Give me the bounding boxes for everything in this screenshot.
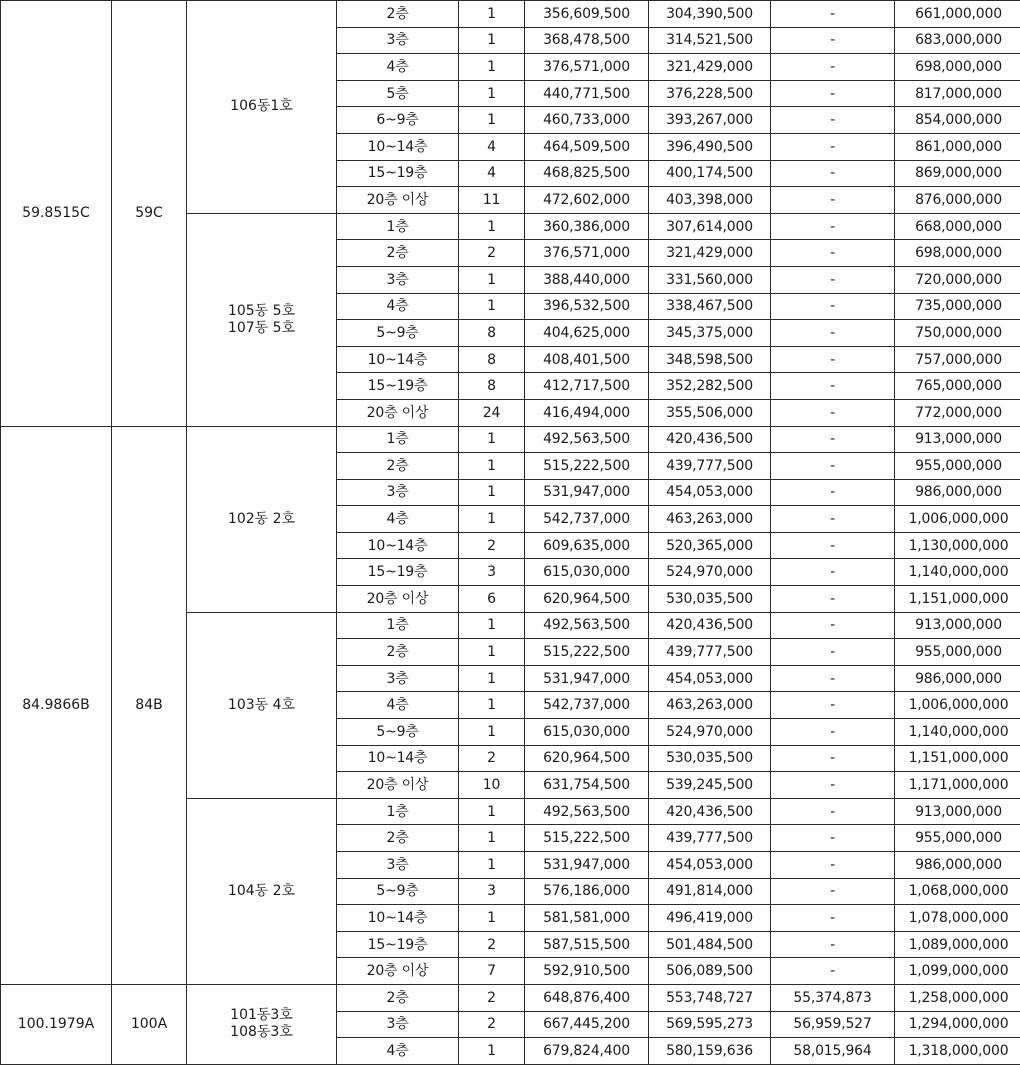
building-price-cell: 420,436,500 [649,426,771,453]
vat-cell: - [771,160,895,187]
total-price-cell: 1,130,000,000 [895,532,1020,559]
floor-cell: 4층 [337,1038,459,1065]
land-price-cell: 620,964,500 [525,586,649,613]
building-unit-line: 107동 5호 [187,320,336,337]
building-price-cell: 352,282,500 [649,373,771,400]
total-price-cell: 854,000,000 [895,107,1020,134]
total-price-cell: 955,000,000 [895,825,1020,852]
land-price-cell: 396,532,500 [525,293,649,320]
count-cell: 3 [459,559,525,586]
total-price-cell: 1,258,000,000 [895,984,1020,1011]
floor-cell: 3층 [337,27,459,54]
count-cell: 7 [459,958,525,985]
land-price-cell: 542,737,000 [525,506,649,533]
vat-cell: - [771,479,895,506]
count-cell: 11 [459,187,525,214]
count-cell: 1 [459,107,525,134]
count-cell: 1 [459,719,525,746]
vat-cell: - [771,798,895,825]
count-cell: 2 [459,1011,525,1038]
floor-cell: 4층 [337,506,459,533]
land-price-cell: 492,563,500 [525,612,649,639]
total-price-cell: 913,000,000 [895,612,1020,639]
count-cell: 24 [459,399,525,426]
building-price-cell: 376,228,500 [649,80,771,107]
vat-cell: - [771,80,895,107]
floor-cell: 20층 이상 [337,958,459,985]
building-price-cell: 331,560,000 [649,266,771,293]
total-price-cell: 668,000,000 [895,213,1020,240]
floor-cell: 20층 이상 [337,586,459,613]
building-price-cell: 345,375,000 [649,320,771,347]
floor-cell: 1층 [337,213,459,240]
count-cell: 1 [459,1038,525,1065]
building-price-cell: 463,263,000 [649,692,771,719]
land-price-cell: 515,222,500 [525,639,649,666]
floor-cell: 15~19층 [337,373,459,400]
building-price-cell: 553,748,727 [649,984,771,1011]
building-price-cell: 524,970,000 [649,719,771,746]
land-price-cell: 515,222,500 [525,825,649,852]
floor-cell: 3층 [337,1011,459,1038]
building-price-cell: 439,777,500 [649,639,771,666]
floor-cell: 5~9층 [337,719,459,746]
vat-cell: - [771,905,895,932]
building-unit-cell [187,984,337,1064]
building-price-cell: 314,521,500 [649,27,771,54]
floor-cell: 4층 [337,54,459,81]
total-price-cell: 876,000,000 [895,187,1020,214]
housing-short-type-cell: 100A [112,984,187,1064]
building-price-cell: 496,419,000 [649,905,771,932]
land-price-cell: 531,947,000 [525,665,649,692]
total-price-cell: 1,006,000,000 [895,692,1020,719]
building-price-cell: 396,490,500 [649,133,771,160]
building-unit-line: 103동 4호 [187,697,336,714]
land-price-cell: 404,625,000 [525,320,649,347]
building-unit-cell [187,426,337,612]
total-price-cell: 765,000,000 [895,373,1020,400]
total-price-cell: 986,000,000 [895,479,1020,506]
vat-cell: - [771,825,895,852]
floor-cell: 10~14층 [337,133,459,160]
floor-cell: 2층 [337,639,459,666]
floor-cell: 1층 [337,798,459,825]
floor-cell: 1층 [337,612,459,639]
total-price-cell: 861,000,000 [895,133,1020,160]
total-price-cell: 720,000,000 [895,266,1020,293]
vat-cell: - [771,54,895,81]
count-cell: 2 [459,931,525,958]
total-price-cell: 1,078,000,000 [895,905,1020,932]
vat-cell: - [771,107,895,134]
land-price-cell: 492,563,500 [525,798,649,825]
total-price-cell: 1,099,000,000 [895,958,1020,985]
count-cell: 6 [459,586,525,613]
count-cell: 1 [459,798,525,825]
land-price-cell: 609,635,000 [525,532,649,559]
building-unit-cell [187,1,337,214]
floor-cell: 10~14층 [337,532,459,559]
vat-cell: - [771,399,895,426]
vat-cell: - [771,665,895,692]
building-price-cell: 321,429,000 [649,240,771,267]
building-unit-line: 106동1호 [187,98,336,115]
count-cell: 1 [459,1,525,28]
vat-cell: - [771,958,895,985]
vat-cell: - [771,719,895,746]
building-price-cell: 454,053,000 [649,852,771,879]
total-price-cell: 1,006,000,000 [895,506,1020,533]
building-price-cell: 463,263,000 [649,506,771,533]
floor-cell: 2층 [337,984,459,1011]
floor-cell: 3층 [337,266,459,293]
building-price-cell: 501,484,500 [649,931,771,958]
floor-cell: 20층 이상 [337,772,459,799]
count-cell: 1 [459,54,525,81]
building-price-cell: 420,436,500 [649,798,771,825]
floor-cell: 15~19층 [337,931,459,958]
building-price-cell: 321,429,000 [649,54,771,81]
land-price-cell: 615,030,000 [525,719,649,746]
total-price-cell: 757,000,000 [895,346,1020,373]
count-cell: 1 [459,266,525,293]
land-price-cell: 542,737,000 [525,692,649,719]
count-cell: 2 [459,745,525,772]
housing-type-cell: 84.9866B [1,426,112,984]
building-price-cell: 524,970,000 [649,559,771,586]
count-cell: 1 [459,506,525,533]
building-price-cell: 569,595,273 [649,1011,771,1038]
table-row [1,426,1020,453]
count-cell: 2 [459,984,525,1011]
building-unit-line: 101동3호 [187,1007,336,1024]
building-unit-cell [187,213,337,426]
building-unit-line: 108동3호 [187,1024,336,1041]
floor-cell: 3층 [337,665,459,692]
building-unit-line: 102동 2호 [187,511,336,528]
vat-cell: - [771,373,895,400]
building-price-cell: 530,035,500 [649,586,771,613]
total-price-cell: 1,140,000,000 [895,719,1020,746]
vat-cell: - [771,320,895,347]
count-cell: 1 [459,479,525,506]
building-price-cell: 348,598,500 [649,346,771,373]
land-price-cell: 615,030,000 [525,559,649,586]
building-price-cell: 304,390,500 [649,1,771,28]
housing-type-cell: 59.8515C [1,1,112,427]
floor-cell: 4층 [337,293,459,320]
land-price-cell: 360,386,000 [525,213,649,240]
land-price-cell: 492,563,500 [525,426,649,453]
building-price-cell: 539,245,500 [649,772,771,799]
floor-cell: 4층 [337,692,459,719]
vat-cell: - [771,293,895,320]
vat-cell: 55,374,873 [771,984,895,1011]
land-price-cell: 531,947,000 [525,479,649,506]
floor-cell: 6~9층 [337,107,459,134]
vat-cell: - [771,346,895,373]
housing-type-cell: 100.1979A [1,984,112,1064]
land-price-cell: 472,602,000 [525,187,649,214]
building-unit-cell [187,798,337,984]
total-price-cell: 986,000,000 [895,852,1020,879]
housing-short-type-cell: 59C [112,1,187,427]
vat-cell: - [771,453,895,480]
vat-cell: - [771,878,895,905]
count-cell: 1 [459,905,525,932]
building-price-cell: 338,467,500 [649,293,771,320]
vat-cell: - [771,772,895,799]
vat-cell: - [771,133,895,160]
land-price-cell: 667,445,200 [525,1011,649,1038]
land-price-cell: 531,947,000 [525,852,649,879]
vat-cell: 56,959,527 [771,1011,895,1038]
land-price-cell: 356,609,500 [525,1,649,28]
land-price-cell: 376,571,000 [525,54,649,81]
building-price-cell: 454,053,000 [649,479,771,506]
building-price-cell: 355,506,000 [649,399,771,426]
building-unit-cell [187,612,337,798]
floor-cell: 5~9층 [337,878,459,905]
total-price-cell: 1,140,000,000 [895,559,1020,586]
floor-cell: 3층 [337,852,459,879]
building-price-cell: 506,089,500 [649,958,771,985]
building-price-cell: 520,365,000 [649,532,771,559]
count-cell: 8 [459,346,525,373]
total-price-cell: 1,151,000,000 [895,586,1020,613]
count-cell: 1 [459,213,525,240]
count-cell: 10 [459,772,525,799]
total-price-cell: 817,000,000 [895,80,1020,107]
total-price-cell: 1,089,000,000 [895,931,1020,958]
land-price-cell: 631,754,500 [525,772,649,799]
land-price-cell: 460,733,000 [525,107,649,134]
count-cell: 1 [459,612,525,639]
count-cell: 1 [459,426,525,453]
land-price-cell: 388,440,000 [525,266,649,293]
vat-cell: - [771,426,895,453]
count-cell: 1 [459,453,525,480]
count-cell: 1 [459,692,525,719]
count-cell: 8 [459,320,525,347]
floor-cell: 10~14층 [337,905,459,932]
land-price-cell: 412,717,500 [525,373,649,400]
building-unit-line: 105동 5호 [187,303,336,320]
land-price-cell: 515,222,500 [525,453,649,480]
land-price-cell: 468,825,500 [525,160,649,187]
vat-cell: 58,015,964 [771,1038,895,1065]
vat-cell: - [771,187,895,214]
floor-cell: 2층 [337,825,459,852]
vat-cell: - [771,586,895,613]
building-price-cell: 530,035,500 [649,745,771,772]
land-price-cell: 581,581,000 [525,905,649,932]
housing-short-type-cell: 84B [112,426,187,984]
count-cell: 1 [459,852,525,879]
land-price-cell: 440,771,500 [525,80,649,107]
total-price-cell: 661,000,000 [895,1,1020,28]
building-unit-line: 104동 2호 [187,883,336,900]
table-row [1,984,1020,1011]
land-price-cell: 648,876,400 [525,984,649,1011]
vat-cell: - [771,266,895,293]
vat-cell: - [771,852,895,879]
land-price-cell: 408,401,500 [525,346,649,373]
vat-cell: - [771,240,895,267]
vat-cell: - [771,559,895,586]
total-price-cell: 1,068,000,000 [895,878,1020,905]
table-row [1,1,1020,28]
floor-cell: 20층 이상 [337,187,459,214]
building-price-cell: 454,053,000 [649,665,771,692]
total-price-cell: 955,000,000 [895,639,1020,666]
land-price-cell: 376,571,000 [525,240,649,267]
count-cell: 3 [459,878,525,905]
building-price-cell: 393,267,000 [649,107,771,134]
total-price-cell: 1,171,000,000 [895,772,1020,799]
total-price-cell: 869,000,000 [895,160,1020,187]
building-price-cell: 580,159,636 [649,1038,771,1065]
total-price-cell: 683,000,000 [895,27,1020,54]
land-price-cell: 620,964,500 [525,745,649,772]
floor-cell: 10~14층 [337,346,459,373]
total-price-cell: 1,151,000,000 [895,745,1020,772]
count-cell: 1 [459,825,525,852]
land-price-cell: 592,910,500 [525,958,649,985]
land-price-cell: 416,494,000 [525,399,649,426]
building-price-cell: 400,174,500 [649,160,771,187]
floor-cell: 5층 [337,80,459,107]
total-price-cell: 1,294,000,000 [895,1011,1020,1038]
total-price-cell: 1,318,000,000 [895,1038,1020,1065]
land-price-cell: 679,824,400 [525,1038,649,1065]
floor-cell: 15~19층 [337,160,459,187]
vat-cell: - [771,639,895,666]
floor-cell: 2층 [337,240,459,267]
total-price-cell: 698,000,000 [895,54,1020,81]
building-price-cell: 420,436,500 [649,612,771,639]
floor-cell: 20층 이상 [337,399,459,426]
vat-cell: - [771,745,895,772]
total-price-cell: 986,000,000 [895,665,1020,692]
building-price-cell: 439,777,500 [649,825,771,852]
vat-cell: - [771,612,895,639]
count-cell: 2 [459,532,525,559]
count-cell: 1 [459,293,525,320]
building-price-cell: 491,814,000 [649,878,771,905]
building-price-cell: 307,614,000 [649,213,771,240]
land-price-cell: 368,478,500 [525,27,649,54]
floor-cell: 1층 [337,426,459,453]
land-price-cell: 464,509,500 [525,133,649,160]
vat-cell: - [771,27,895,54]
total-price-cell: 955,000,000 [895,453,1020,480]
count-cell: 1 [459,80,525,107]
total-price-cell: 913,000,000 [895,426,1020,453]
floor-cell: 15~19층 [337,559,459,586]
vat-cell: - [771,1,895,28]
count-cell: 2 [459,240,525,267]
floor-cell: 2층 [337,453,459,480]
building-price-cell: 439,777,500 [649,453,771,480]
floor-cell: 5~9층 [337,320,459,347]
count-cell: 1 [459,665,525,692]
vat-cell: - [771,213,895,240]
floor-cell: 2층 [337,1,459,28]
vat-cell: - [771,532,895,559]
vat-cell: - [771,692,895,719]
vat-cell: - [771,506,895,533]
total-price-cell: 735,000,000 [895,293,1020,320]
total-price-cell: 750,000,000 [895,320,1020,347]
count-cell: 4 [459,160,525,187]
count-cell: 4 [459,133,525,160]
total-price-cell: 698,000,000 [895,240,1020,267]
building-price-cell: 403,398,000 [649,187,771,214]
total-price-cell: 913,000,000 [895,798,1020,825]
floor-cell: 10~14층 [337,745,459,772]
land-price-cell: 587,515,500 [525,931,649,958]
total-price-cell: 772,000,000 [895,399,1020,426]
count-cell: 8 [459,373,525,400]
count-cell: 1 [459,27,525,54]
price-table-body [1,1,1020,1065]
land-price-cell: 576,186,000 [525,878,649,905]
count-cell: 1 [459,639,525,666]
vat-cell: - [771,931,895,958]
floor-cell: 3층 [337,479,459,506]
